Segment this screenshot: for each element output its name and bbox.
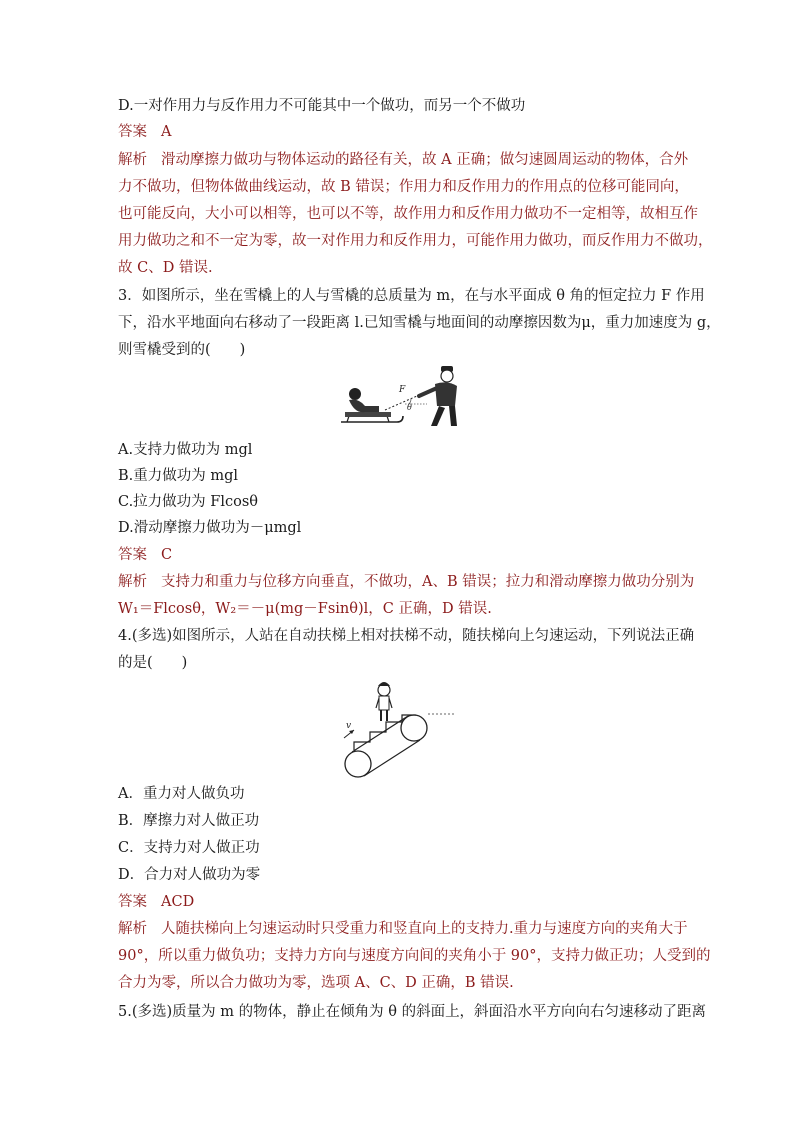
q4-option-b: B．摩擦力对人做正功 (118, 813, 260, 829)
answer-label: 答案 (118, 124, 147, 140)
q3-answer-row (118, 545, 172, 565)
q3-option-d: D.滑动摩擦力做功为－μmgl (118, 520, 302, 536)
q3-option-a: A.支持力做功为 mgl (118, 442, 253, 458)
q3-analysis-line-1: 解析 支持力和重力与位移方向垂直，不做功，A、B 错误；拉力和滑动摩擦力做功分别为 (118, 574, 695, 590)
pulling-person (419, 366, 457, 426)
q4-option-c: C．支持力对人做正功 (118, 840, 260, 856)
q4-analysis-line-2: 90°，所以重力做负功；支持力方向与速度方向间的夹角小于 90°，支持力做正功；人受到的 (118, 948, 711, 964)
q2-option-d: D.一对作用力与反作用力不可能其中一个做功，而另一个不做功 (118, 98, 526, 114)
rope (385, 396, 417, 410)
answer-value: A (161, 124, 172, 140)
sled-figure (335, 362, 465, 430)
q4-stem-line-1: 4.(多选)如图所示，人站在自动扶梯上相对扶梯不动，随扶梯向上匀速运动，下列说法正确 (118, 628, 695, 644)
q2-analysis-line-3: 也可能反向，大小可以相等，也可以不等，故作用力和反作用力做功不一定相等，故相互作 (118, 206, 698, 222)
analysis-label: 解析 (118, 574, 147, 590)
q5-stem-line-1: 5.(多选)质量为 m 的物体，静止在倾角为 θ 的斜面上，斜面沿水平方向向右匀速移动了距离 (118, 1004, 707, 1020)
q4-answer-row (118, 892, 194, 912)
q4-stem-line-2: 的是( ) (118, 655, 188, 671)
q3-stem-line-2: 下，沿水平地面向右移动了一段距离 l.已知雪橇与地面间的动摩擦因数为μ，重力加速度为 g， (118, 315, 721, 331)
q2-analysis-line-4: 用力做功之和不一定为零，故一对作用力和反作用力，可能作用力做功，而反作用力不做功， (118, 233, 713, 249)
q3-stem-line-1: 3．如图所示，坐在雪橇上的人与雪橇的总质量为 m，在与水平面成 θ 角的恒定拉力 F 作用 (118, 288, 705, 304)
q3-option-c: C.拉力做功为 Flcosθ (118, 494, 259, 510)
escalator-figure (336, 676, 456, 780)
q4-option-d: D．合力对人做功为零 (118, 867, 261, 883)
q3-analysis-line-2: W₁＝Flcosθ，W₂＝－μ(mg－Fsinθ)l，C 正确，D 错误. (118, 601, 492, 617)
bottom-roller (345, 751, 371, 777)
q4-option-a: A．重力对人做负功 (118, 786, 245, 802)
analysis-label: 解析 (118, 152, 147, 168)
velocity-label: v (346, 721, 352, 731)
answer-label: 答案 (118, 547, 147, 563)
sled-body (345, 412, 391, 417)
analysis-label: 解析 (118, 921, 147, 937)
answer-value: ACD (161, 894, 195, 910)
answer-value: C (161, 547, 173, 563)
q3-option-b: B.重力做功为 mgl (118, 468, 239, 484)
q4-analysis-line-3: 合力为零，所以合力做功为零，选项 A、C、D 正确，B 错误. (118, 975, 514, 991)
seated-person (349, 388, 379, 412)
q2-analysis-line-5: 故 C、D 错误. (118, 260, 213, 276)
top-roller (401, 715, 427, 741)
standing-person (376, 682, 392, 721)
answer-label: 答案 (118, 894, 147, 910)
angle-label: θ (407, 403, 412, 412)
q2-analysis-line-2: 力不做功，但物体做曲线运动，故 B 错误；作用力和反作用力的作用点的位移可能同向， (118, 179, 689, 195)
force-label: F (399, 385, 406, 395)
q3-stem-line-3: 则雪橇受到的( ) (118, 342, 246, 358)
q2-answer-row (118, 122, 171, 142)
q2-analysis-line-1: 解析 滑动摩擦力做功与物体运动的路径有关，故 A 正确；做匀速圆周运动的物体，合外 (118, 152, 689, 168)
q4-analysis-line-1: 解析 人随扶梯向上匀速运动时只受重力和竖直向上的支持力.重力与速度方向的夹角大于 (118, 921, 688, 937)
